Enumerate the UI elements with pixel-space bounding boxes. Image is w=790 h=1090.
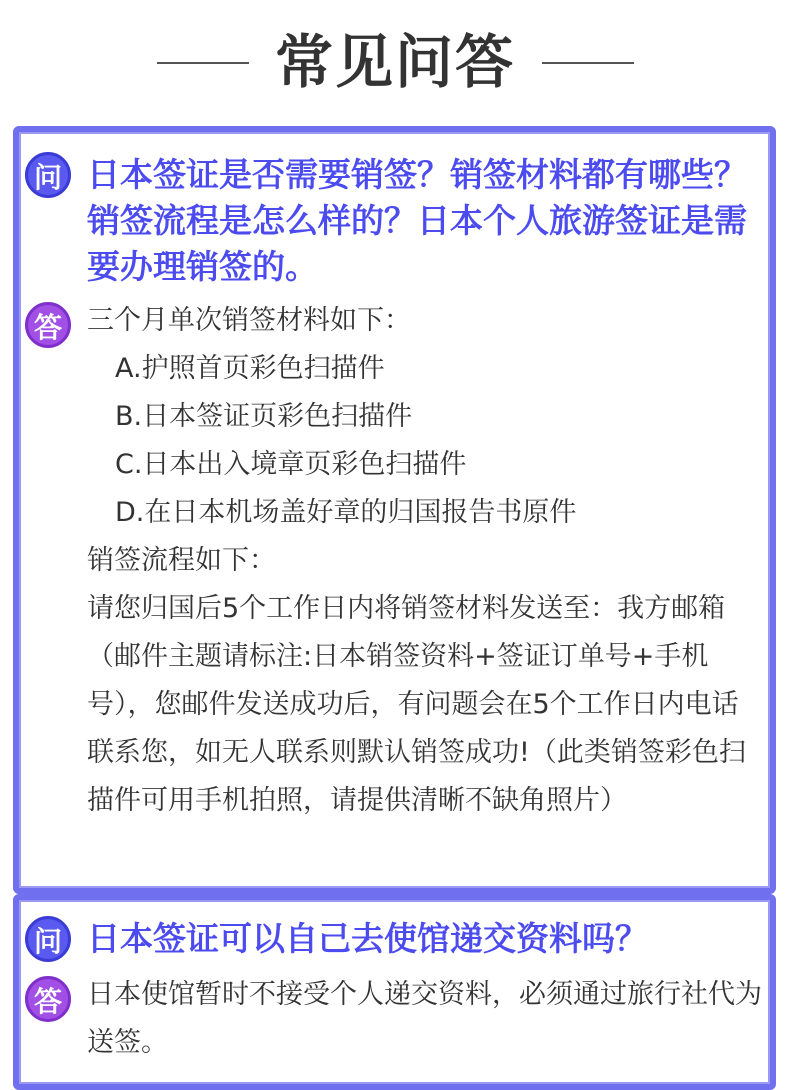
title-divider-right xyxy=(542,62,634,64)
answer-badge-icon: 答 xyxy=(25,976,71,1022)
faq-answer-1 xyxy=(87,297,763,825)
page-header xyxy=(0,22,790,102)
material-item: A.护照首页彩色扫描件 xyxy=(115,353,385,384)
faq-question-2: 日本签证可以自己去使馆递交资料吗？ xyxy=(87,919,648,958)
process-text: 请您归国后5个工作日内将销签材料发送至：我方邮箱（邮件主题请标注:日本销签资料+签证订单号+手机号），您邮件发送成功后，有问题会在5个工作日内电话联系您，如无人联系则默认销签成功!（此类销签彩色扫描件可用手机拍照，请提供清晰不缺角照片） xyxy=(87,593,746,816)
faq-question-1: 日本签证是否需要销签？销签材料都有哪些？销签流程是怎么样的？日本个人旅游签证是需要办理销签的。 xyxy=(87,155,747,286)
faq-card-1 xyxy=(13,126,776,894)
page-title: 常见问答 xyxy=(274,28,515,96)
faq-answer-2 xyxy=(87,971,763,1067)
answer-intro: 三个月单次销签材料如下： xyxy=(87,305,411,336)
material-item: B.日本签证页彩色扫描件 xyxy=(115,401,413,432)
process-label: 销签流程如下： xyxy=(87,545,276,576)
question-badge-icon: 问 xyxy=(25,916,71,962)
material-item: C.日本出入境章页彩色扫描件 xyxy=(115,449,467,480)
material-item: D.在日本机场盖好章的归国报告书原件 xyxy=(115,497,577,528)
answer-text: 日本使馆暂时不接受个人递交资料，必须通过旅行社代为送签。 xyxy=(87,979,762,1058)
answer-badge-icon: 答 xyxy=(25,302,71,348)
question-badge-icon: 问 xyxy=(25,152,71,198)
faq-card-2 xyxy=(13,894,776,1090)
